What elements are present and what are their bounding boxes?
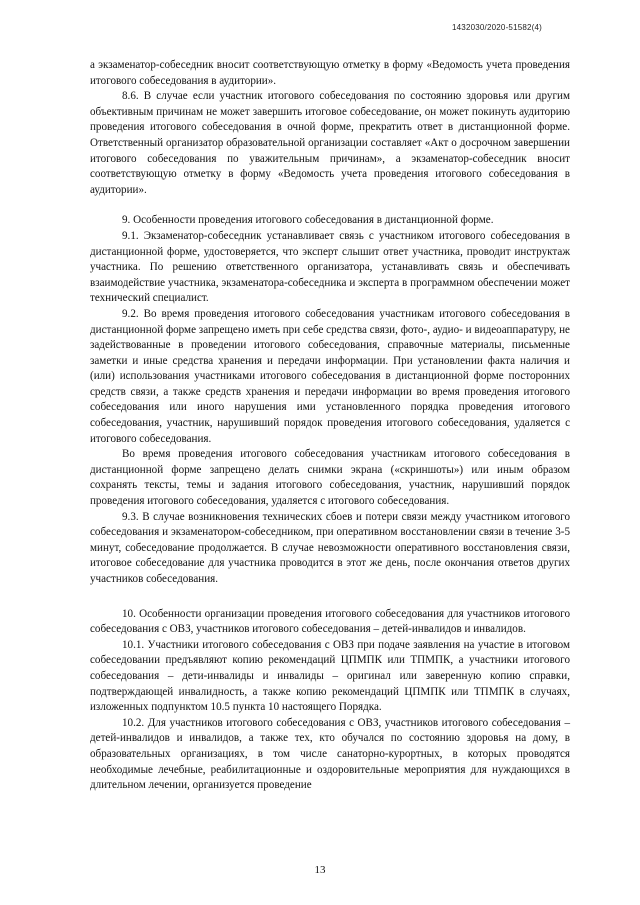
paragraph-8-6: 8.6. В случае если участник итогового собеседования по состоянию здоровья или другим объективным причинам не может завершить итоговое собеседование, он может покинуть аудиторию проведения итогового собеседования в очной форме, прекратить ответ в дистанционной форме. Ответственный организатор образовательной организации составляет «Акт о досрочном завершении итогового собеседования по уважительным причинам», а экзаменатор-собеседник вносит соответствующую отметку в форму «Ведомость учета проведения итогового собеседования в аудитории». — [90, 90, 570, 196]
section-heading-10: 10. Особенности организации проведения итогового собеседования для участников итогового собеседования с ОВЗ, участников итогового собеседования – детей-инвалидов и инвалидов. — [90, 607, 570, 636]
paragraph-9-3: 9.3. В случае возникновения технических сбоев и потери связи между участником итогового собеседования и экзаменатором-собеседником, при оперативном восстановлении связи в течение 3-5 минут, собеседование продолжается. В случае невозможности оперативного восстановления связи, итоговое собеседование для участника проводится в этот же день, после окончания ответов других участников собеседования. — [90, 510, 570, 585]
paragraph-9-2-continued: Во время проведения итогового собеседования участникам итогового собеседования в дистанционной форме запрещено делать снимки экрана («скриншоты») или иным образом сохранять тексты, темы и задания итогового собеседования, участник, нарушивший порядок проведения итогового собеседования, удаляется с итогового собеседования. — [90, 448, 570, 508]
paragraph-9-1: 9.1. Экзаменатор-собеседник устанавливает связь с участником итогового собеседования в дистанционной форме, удостоверяется, что эксперт слышит ответ участника, проводит инструктаж участника. По решению ответственного организатора, устанавливать связь и обеспечивать взаимодействие участника, экзаменатора-собеседника и эксперта в программном обеспечении может технический специалист. — [90, 229, 570, 305]
page-number: 13 — [314, 864, 326, 876]
paragraph-10-2: 10.2. Для участников итогового собеседования с ОВЗ, участников итогового собеседования – детей-инвалидов и инвалидов, а также тех, кто обучался по состоянию здоровья на дому, в образовательных организациях, в том числе санаторно-курортных, в которых проводятся необходимые лечебные, реабилитационные и оздоровительные мероприятия для нуждающихся в длительном лечении, организуется проведение — [90, 716, 570, 792]
document-registration-number: 1432030/2020-51582(4) — [452, 23, 543, 32]
section-heading-9: 9. Особенности проведения итогового собеседования в дистанционной форме. — [122, 214, 494, 227]
paragraph-10-1: 10.1. Участники итогового собеседования с ОВЗ при подаче заявления на участие в итоговом собеседовании предъявляют копию рекомендаций ЦПМПК или ТПМПК, а участники итогового собеседования – дети-инвалиды и инвалиды – оригинал или заверенную копию справки, подтверждающей инвалидность, а также копию рекомендаций ЦПМПК или ТПМПК в случаях, изложенных подпунктом 10.5 пункта 10 настоящего Порядка. — [90, 638, 570, 714]
paragraph-9-2: 9.2. Во время проведения итогового собеседования участникам итогового собеседования в дистанционной форме запрещено иметь при себе средства связи, фото-, аудио- и видеоаппаратуру, не задействованные в проведении итогового собеседования, справочные материалы, письменные заметки и иные средства хранения и передачи информации. При установлении факта наличия и (или) использования участниками итогового собеседования в дистанционной форме посторонних средств связи, а также средств хранения и передачи информации во время проведения итогового собеседования или иного нарушения ими установленного порядка проведения итогового собеседования, участник, нарушивший порядок проведения итогового собеседования, удаляется с итогового собеседования. — [90, 307, 570, 445]
paragraph-continuation: а экзаменатор-собеседник вносит соответствующую отметку в форму «Ведомость учета проведения итогового собеседования в аудитории». — [90, 59, 570, 87]
document-body — [90, 58, 570, 794]
